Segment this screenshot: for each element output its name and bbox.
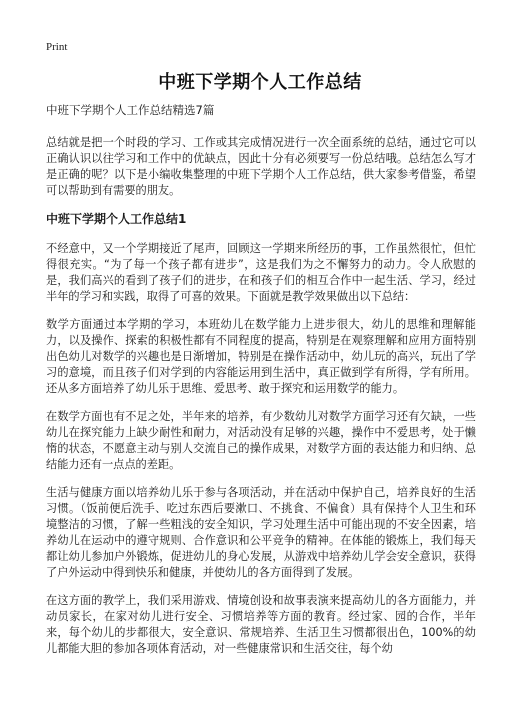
document-title: 中班下学期个人工作总结	[158, 72, 362, 93]
document-subtitle: 中班下学期个人工作总结精选7篇	[46, 103, 215, 117]
body-paragraph-3: 在数学方面也有不足之处，半年来的培养，有少数幼儿对数学方面学习还有欠缺，一些幼儿在探究能力上缺少耐性和耐力，对活动没有足够的兴趣，操作中不爱思考，处于懒惰的状态，不愿意主动与别人交流自己的操作成果，对数学方面的表达能力和归纳、总结能力还有一点点的差距。	[46, 410, 476, 471]
body-paragraph-1: 不经意中，又一个学期接近了尾声，回顾这一学期来所经历的事，工作虽然很忙，但忙得很充实。“为了每一个孩子都有进步”，这是我们为之不懈努力的动力。令人欣慰的是，我们高兴的看到了孩子们的进步，在和孩子们的相互合作中一起生活、学习，经过半年的学习和实践，取得了可喜的效果。下面就是教学效果做出以下总结：	[46, 242, 476, 303]
body-paragraph-2: 数学方面通过本学期的学习，本班幼儿在数学能力上进步很大，幼儿的思维和理解能力，以及操作、探索的积极性都有不同程度的提高，特别是在观察理解和应用方面特别出色幼儿对数学的兴趣也是日渐增加，特别是在操作活动中，幼儿玩的高兴，玩出了学习的意境，而且孩子们对学到的内容能运用到生活中，真正做到学有所得，学有所用。还从多方面培养了幼儿乐于思维、爱思考、敢于探究和运用数学的能力。	[46, 318, 476, 395]
section-heading: 中班下学期个人工作总结1	[46, 212, 187, 226]
document-body	[46, 102, 476, 669]
body-paragraph-4: 生活与健康方面以培养幼儿乐于参与各项活动，并在活动中保护自己，培养良好的生活习惯。（饭前便后洗手、吃过东西后要漱口、不挑食、不偏食）具有保持个人卫生和环境整洁的习惯，了解一些粗浅的安全知识，学习处理生活中可能出现的不安全因素，培养幼儿在运动中的遵守规则、合作意识和公平竞争的精神。在体能的锻炼上，我们每天都让幼儿参加户外锻炼，促进幼儿的身心发展，从游戏中培养幼儿学会安全意识，获得了户外运动中得到快乐和健康，并使幼儿的各方面得到了发展。	[46, 486, 476, 579]
print-link[interactable]: Print	[46, 41, 68, 53]
intro-paragraph: 总结就是把一个时段的学习、工作或其完成情况进行一次全面系统的总结，通过它可以正确认识以往学习和工作中的优缺点，因此十分有必须要写一份总结哦。总结怎么写才是正确的呢？以下是小编收集整理的中班下学期个人工作总结，供大家参考借鉴，希望可以帮助到有需要的朋友。	[46, 136, 476, 197]
body-paragraph-5: 在这方面的教学上，我们采用游戏、情境创设和故事表演来提高幼儿的各方面能力，并动员家长，在家对幼儿进行安全、习惯培养等方面的教育。经过家、园的合作，半年来，每个幼儿的步都很大，安全意识、常规培养、生活卫生习惯都很出色，100%的幼儿都能大胆的参加各项体育活动，对一些健康常识和生活交往，每个幼	[46, 594, 476, 655]
